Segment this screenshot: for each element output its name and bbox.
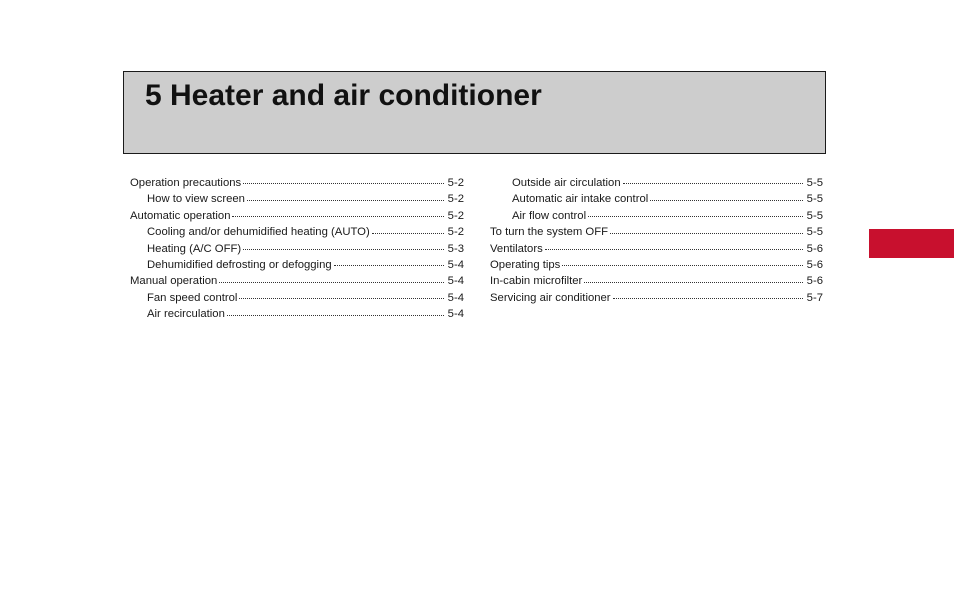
toc-leader-dots [243,182,444,184]
toc-leader-dots [334,264,444,266]
toc-entry-label: Operation precautions [130,177,242,189]
toc-entry[interactable] [490,290,823,306]
toc-entry-page: 5-4 [447,275,464,288]
toc-entry-label: Automatic operation [130,209,231,222]
toc-entry-label: To turn the system OFF [490,226,609,239]
toc-entry-page: 5-4 [447,258,464,271]
toc-entry[interactable] [490,175,823,191]
toc-entry[interactable] [130,273,464,289]
toc-leader-dots [613,297,803,299]
toc-leader-dots [232,215,443,217]
toc-leader-dots [562,264,802,266]
toc-entry-label: Air recirculation [147,308,225,321]
chapter-tab-marker [869,229,954,258]
toc-entry[interactable] [130,191,464,207]
toc-leader-dots [545,248,803,250]
toc-entry-page: 5-3 [447,242,464,255]
toc-entry-label: Cooling and/or dehumidified heating (AUTO) [147,226,370,239]
toc-leader-dots [623,182,803,184]
toc-entry-label: Servicing air conditioner [490,291,611,304]
toc-entry-label: Air flow control [512,209,587,222]
toc-entry[interactable] [130,241,464,257]
toc-entry-label: Automatic air intake control [512,193,649,206]
toc-entry[interactable] [130,306,464,322]
toc-entry[interactable] [130,257,464,273]
toc-leader-dots [584,281,802,283]
toc-entry-label: Ventilators [490,242,543,255]
toc-entry-page: 5-2 [447,177,464,189]
toc-entry-page: 5-5 [806,177,823,189]
toc-entry-page: 5-5 [806,226,823,239]
toc-entry[interactable] [130,208,464,224]
toc-entry-page: 5-5 [806,193,823,206]
toc-leader-dots [247,199,444,201]
toc-entry[interactable] [490,208,823,224]
toc-entry-page: 5-7 [806,291,823,304]
toc-entry-label: Operating tips [490,258,561,271]
toc-entry-page: 5-6 [806,258,823,271]
toc-entry-page: 5-2 [447,209,464,222]
toc-entry[interactable] [490,241,823,257]
toc-column-right [490,175,823,306]
toc-entry-page: 5-4 [447,308,464,321]
toc-entry-label: In-cabin microfilter [490,275,583,288]
toc-entry-page: 5-2 [447,226,464,239]
toc-entry-label: Outside air circulation [512,177,621,189]
toc-entry[interactable] [130,175,464,191]
toc-leader-dots [650,199,802,201]
chapter-title: 5 Heater and air conditioner [145,79,542,112]
toc-entry-page: 5-4 [447,291,464,304]
toc-entry[interactable] [490,224,823,240]
toc-leader-dots [243,248,444,250]
toc-entry[interactable] [490,273,823,289]
toc-entry-page: 5-6 [806,275,823,288]
toc-leader-dots [227,314,444,316]
toc-leader-dots [610,232,803,234]
toc-entry-label: Fan speed control [147,291,238,304]
toc-entry[interactable] [130,224,464,240]
toc-entry[interactable] [490,191,823,207]
toc-entry-page: 5-2 [447,193,464,206]
toc-entry-label: Manual operation [130,275,218,288]
toc-column-left [130,175,464,323]
toc-leader-dots [219,281,443,283]
toc-entry-label: Heating (A/C OFF) [147,242,242,255]
toc-entry-label: Dehumidified defrosting or defogging [147,258,332,271]
toc-entry-page: 5-5 [806,209,823,222]
toc-entry[interactable] [130,290,464,306]
toc-leader-dots [588,215,803,217]
toc-leader-dots [239,297,443,299]
toc-entry-page: 5-6 [806,242,823,255]
toc-entry[interactable] [490,257,823,273]
chapter-banner [123,71,826,154]
toc-leader-dots [372,232,444,234]
toc-entry-label: How to view screen [147,193,245,206]
